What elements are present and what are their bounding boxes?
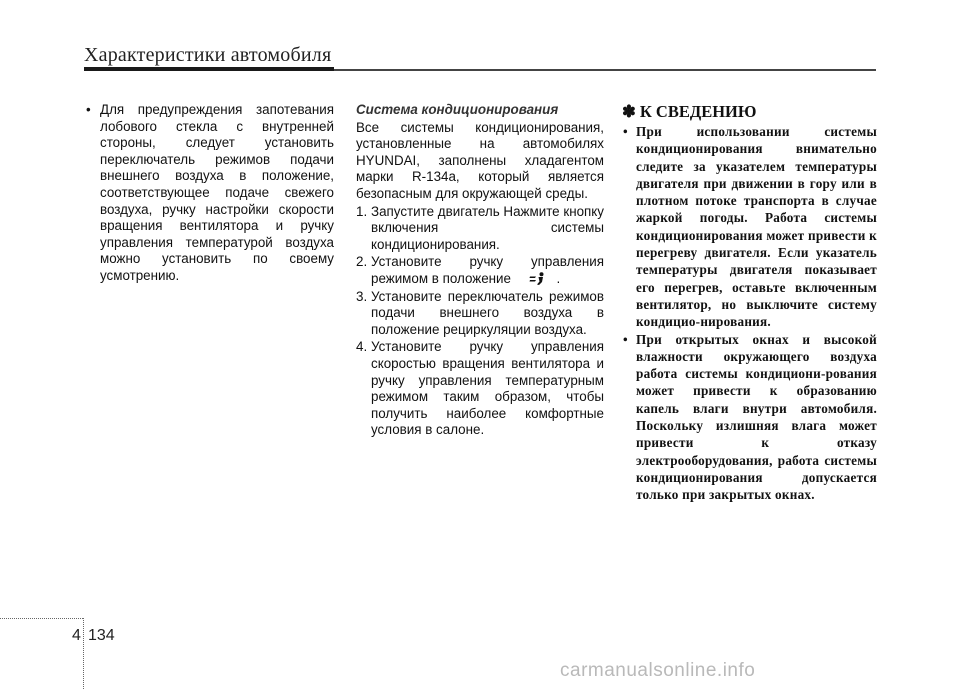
asterisk-icon: ✽	[622, 102, 636, 121]
bullet-mark: •	[623, 124, 628, 139]
header-thick-bar	[84, 67, 334, 71]
step-item	[356, 289, 604, 339]
step-item	[356, 254, 604, 287]
page-number: 134	[88, 627, 115, 644]
step-text: Запустите двигатель Нажмите кнопку включения системы кондиционирования.	[371, 203, 605, 252]
list-item	[622, 331, 877, 504]
bullet-mark: •	[623, 331, 628, 347]
list-item	[86, 102, 334, 285]
column-left	[86, 102, 334, 285]
step-text: Установите ручку управления скоростью вращения вентилятора и ручку управления температурным режимом таким образом, чтобы получить наиболее комфортные условия в салоне.	[371, 339, 604, 438]
step-text: Установите ручку управления режимом в положение	[371, 254, 604, 286]
step-number: 4.	[356, 339, 368, 355]
step-text: Установите переключатель режимов подачи внешнего воздуха в положение рециркуляции воздуха.	[371, 288, 604, 337]
step-text-end: .	[556, 270, 561, 286]
step-number: 1.	[356, 203, 368, 219]
bullet-text: Для предупреждения запотевания лобового стекла с внутренней стороны, следует установить переключатель режимов подачи внешнего воздуха в положение, соответствующее подаче свежего воздуха, ручку настройки скорости вращения вентилятора и ручку управления температурой воздуха можно установить по своему усмотрению.	[100, 102, 334, 283]
bullet-mark: •	[86, 102, 91, 117]
chapter-number: 4	[72, 627, 81, 644]
section-heading: Система кондиционирования	[356, 102, 559, 117]
note-title-text: К СВЕДЕНИЮ	[639, 102, 757, 121]
page-header-title: Характеристики автомобиля	[84, 44, 332, 66]
list-item	[622, 123, 877, 331]
bullet-text: При использовании системы кондиционирования внимательно следите за указателем температуры двигателя при движении в гору или в плотном потоке транспорта в случае жаркой погоды. Работа системы кондиционирования может привести к перегреву двигателя. Если указатель температуры двигателя показывает его перегрев, оставьте включенным вентилятор, но выключите систему кондицио-нирования.	[636, 124, 877, 330]
step-number: 3.	[356, 288, 368, 304]
column-middle	[356, 102, 604, 439]
bullet-text: При открытых окнах и высокой влажности окружающего воздуха работа системы кондициони-рования может привести к образованию капель влаги внутри автомобиля. Поскольку излишняя влага может привести к отказу электрооборудования, работа системы кондиционирования допускается только при закрытых окнах.	[636, 331, 877, 503]
step-item	[356, 339, 604, 439]
step-item	[356, 204, 604, 254]
watermark: carmanualsonline.info	[560, 660, 756, 681]
header-rule	[334, 69, 876, 71]
face-vent-mode-icon	[529, 272, 545, 286]
step-number: 2.	[356, 254, 368, 270]
column-right-note	[622, 102, 877, 504]
note-title	[622, 102, 877, 122]
footer-dotted-divider	[83, 618, 85, 689]
footer-dotted-rule	[0, 618, 83, 620]
intro-paragraph: Все системы кондиционирования, установленные на автомобилях HYUNDAI, заполнены хладагентом марки R-134a, который является безопасным для окружающей среды.	[356, 119, 604, 201]
